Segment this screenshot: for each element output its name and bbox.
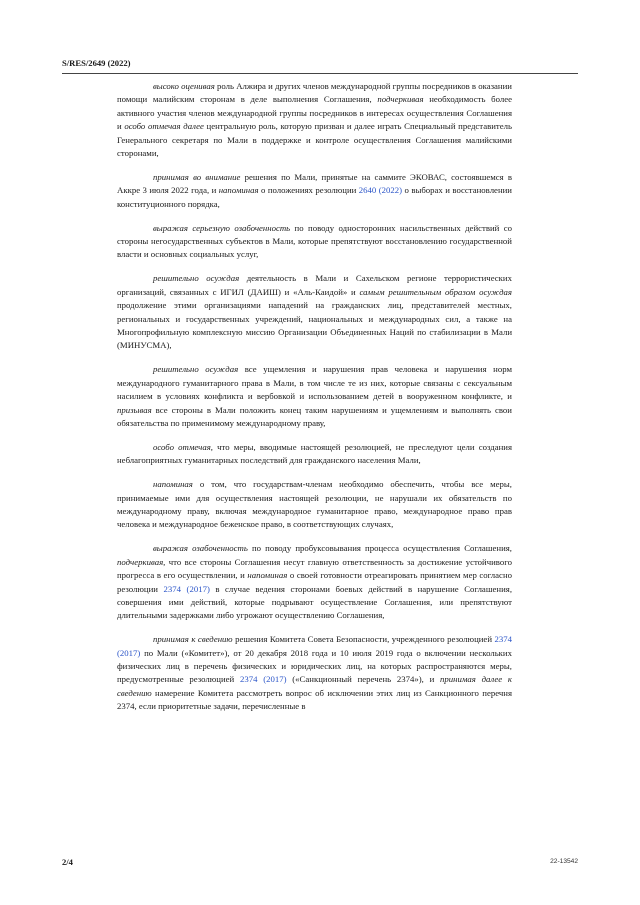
- resolution-link[interactable]: 2374 (2017): [163, 583, 210, 594]
- italic-phrase: подчеркивая: [377, 94, 424, 105]
- paragraph-text: решения по Мали, принятые на саммите ЭКОВАС, состоявшемся в Аккре 3 июля 2022 года, и: [117, 171, 513, 196]
- paragraph-text: намерение Комитета рассмотреть вопрос об исключении этих лиц из Санкционного перечня 2374, если приоритетные задачи, перечисленные в: [117, 687, 512, 712]
- document-code: 22-13542: [550, 858, 578, 865]
- paragraph: [117, 441, 512, 468]
- paragraph: [117, 542, 512, 622]
- paragraph-text: в случае ведения сторонами боевых действий в нарушение Соглашения, совершения ими действий, которые подрывают осуществление Соглашения, или препятствуют длительными задержками либо угрожают осуществлению Соглашения,: [117, 583, 513, 621]
- paragraph-text: деятельность в Мали и Сахельском регионе террористических организаций, связанных с ИГИЛ (ДАИШ) и «Аль-Каидой» и: [117, 273, 512, 297]
- resolution-link[interactable]: 2374 (2017): [239, 674, 287, 685]
- italic-phrase: напоминая: [247, 570, 288, 581]
- paragraph-text: роль Алжира и других членов международной группы посредников в оказании помощи малийским сторонам в деле выполнения Соглашения,: [117, 81, 512, 105]
- paragraph-text: о положениях резолюции: [258, 185, 359, 196]
- paragraph-text: , что меры, вводимые настоящей резолюцией, не преследуют цели создания неблагоприятных гуманитарных последствий для гражданского населения Мали,: [117, 441, 513, 466]
- italic-phrase: напоминая: [153, 479, 193, 490]
- resolution-link[interactable]: 2640 (2022): [358, 185, 403, 196]
- paragraph-text: все стороны в Мали положить конец таким нарушениям и ущемлениям и выполнять свои обязательства по применимому международному праву,: [117, 404, 512, 428]
- paragraph: [117, 171, 512, 211]
- paragraph-text: по поводу пробуксовывания процесса осуществления Соглашения,: [247, 543, 512, 554]
- paragraph-text: продолжение этими организациями нападений на гражданских лиц, представителей местных, региональных и государственных учреждений, национальных и международных сил, а также на Многопрофильную комплексную миссию Организации Объединенных Наций по стабилизации в Мали (МИНУСМА),: [117, 300, 512, 351]
- paragraph-text: решения Комитета Совета Безопасности, учрежденного резолюцией: [232, 634, 495, 645]
- italic-phrase: особо отмечая далее: [124, 121, 204, 132]
- paragraph-text: о выборах и восстановлении конституционного порядка,: [117, 185, 512, 209]
- italic-phrase: высоко оценивая: [153, 81, 215, 91]
- italic-phrase: особо отмечая: [153, 441, 211, 452]
- paragraph: [117, 222, 512, 262]
- italic-phrase: напоминая: [218, 185, 259, 196]
- page-number: 2/4: [62, 857, 73, 867]
- paragraph-text: центральную роль, которую призван и далее играть Специальный представитель Генерального секретаря по Мали в поддержке и контроле осуществления Соглашения малийскими сторонами,: [117, 121, 512, 159]
- paragraph-text: , что все стороны Соглашения несут главную ответственность за достижение устойчивого прогресса в его осуществлении, и: [117, 556, 512, 581]
- resolution-link[interactable]: 2374 (2017): [117, 634, 512, 658]
- paragraph: [117, 363, 512, 430]
- italic-phrase: принимая далее к сведению: [117, 674, 513, 698]
- paragraph: [117, 633, 512, 713]
- paragraph-text: необходимость более активного участия членов международной группы посредников в интересах осуществления Соглашения и: [117, 94, 512, 132]
- italic-phrase: решительно осуждая: [153, 364, 239, 375]
- italic-phrase: самым решительным образом осуждая: [359, 286, 512, 297]
- italic-phrase: призывая: [117, 404, 152, 415]
- italic-phrase: принимая к сведению: [153, 634, 233, 645]
- paragraph-text: по поводу односторонних насильственных действий со стороны негосударственных субъектов в Мали, которые препятствуют восстановлению государственной власти и основных социальных услуг,: [117, 222, 513, 260]
- document-symbol: S/RES/2649 (2022): [62, 58, 131, 68]
- italic-phrase: подчеркивая: [117, 556, 164, 567]
- document-body: [117, 80, 512, 724]
- italic-phrase: решительно осуждая: [153, 273, 240, 284]
- italic-phrase: выражая озабоченность: [153, 543, 248, 554]
- italic-phrase: выражая серьезную озабоченность: [153, 222, 291, 233]
- italic-phrase: принимая во внимание: [153, 171, 241, 182]
- header-rule: [62, 73, 578, 74]
- paragraph-text: («Санкционный перечень 2374»), и: [286, 674, 440, 685]
- paragraph: [117, 478, 512, 532]
- paragraph-text: о своей готовности отреагировать принятием мер согласно резолюции: [117, 570, 513, 594]
- paragraph: [117, 80, 512, 160]
- paragraph-text: о том, что государствам-членам необходимо обеспечить, чтобы все меры, принимаемые ими для осуществления настоящей резолюции, не нарушали их обязательств по международному праву, включая международное гуманитарное право, международное право прав человека и международное беженское право, в соответствующих случаях,: [117, 479, 512, 530]
- paragraph-text: все ущемления и нарушения прав человека и нарушения норм международного гуманитарного права в Мали, в том числе те из них, которые связаны с сексуальным насилием в условиях конфликта и вербовкой и использованием детей в вооруженном конфликте, и: [117, 364, 512, 402]
- paragraph: [117, 272, 512, 352]
- paragraph-text: по Мали («Комитет»), от 20 декабря 2018 года и 10 июля 2019 года о включении нескольких физических лиц в перечень физических и юридических лиц, на которых распространяются меры, предусмотренные резолюцией: [117, 647, 512, 685]
